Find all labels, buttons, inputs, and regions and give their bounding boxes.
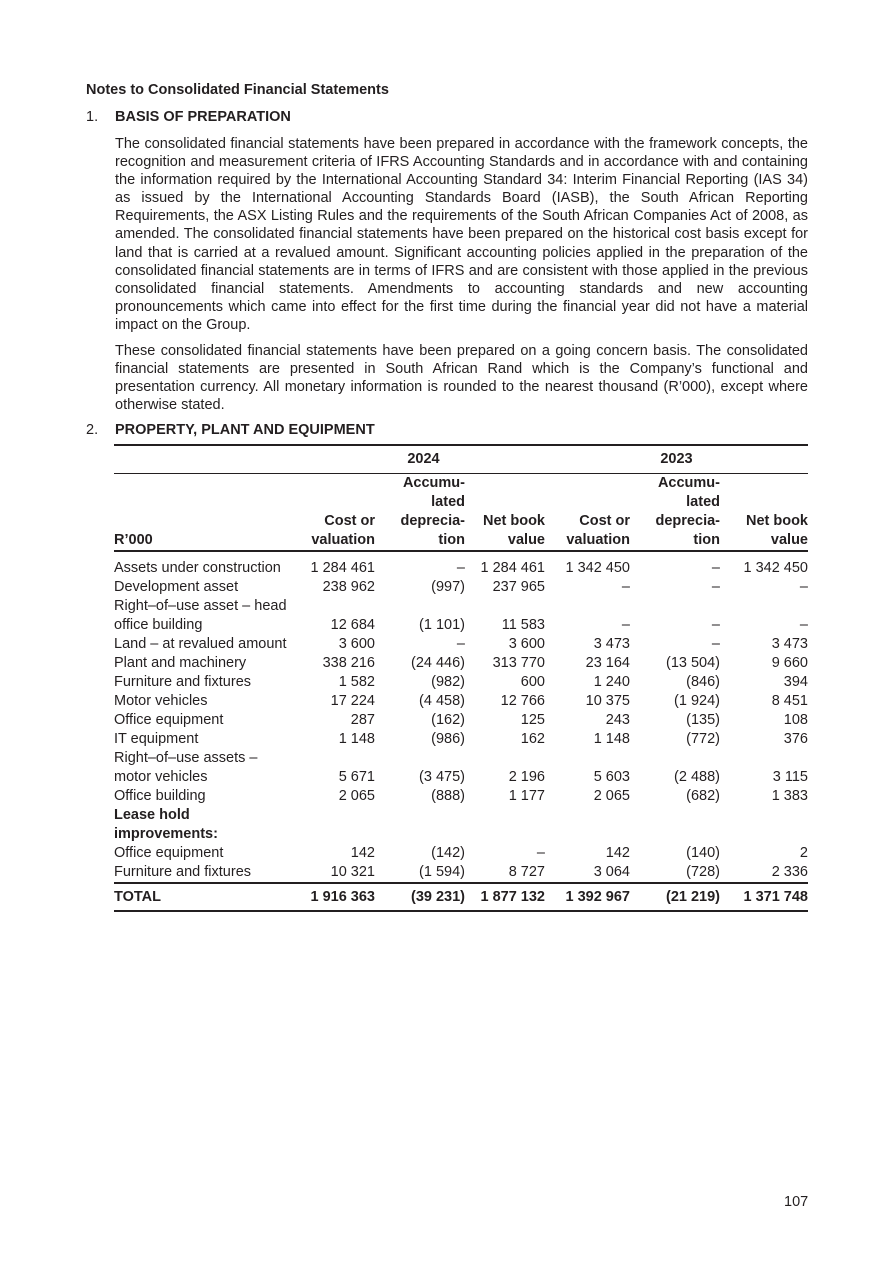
col-nbv-2023: Net book value [720,474,808,552]
cell-value: – [621,579,630,595]
cell-value [545,806,630,825]
table-row [114,768,808,787]
cell-value: 243 [605,712,630,728]
row-label: Land – at revalued amount [114,636,287,652]
cell-value: (162) [431,712,465,728]
cell-value [630,597,720,616]
table-row [114,635,808,654]
cell-value: – [711,560,720,576]
table-row [114,787,808,806]
total-cost-2024: 1 916 363 [302,883,375,911]
cell-value [720,597,808,616]
total-row [114,883,808,911]
table-row [114,578,808,597]
cell-value: (13 504) [665,655,720,671]
cell-value [465,749,545,768]
table-row [114,730,808,749]
cell-value: (135) [686,712,720,728]
cell-value: 3 600 [508,636,545,652]
cell-value: 142 [605,845,630,861]
cell-value: – [456,636,465,652]
row-label: Lease hold [114,807,190,823]
cell-value [302,749,375,768]
cell-value [630,825,720,844]
page-number: 107 [784,1194,809,1210]
cell-value: 8 727 [508,864,545,880]
cell-value: 17 224 [330,693,375,709]
cell-value [720,825,808,844]
table-row [114,749,808,768]
cell-value: 5 603 [593,769,630,785]
cell-value [465,597,545,616]
cell-value: – [711,636,720,652]
cell-value [302,825,375,844]
row-label: Development asset [114,579,239,595]
total-nbv-2023: 1 371 748 [720,883,808,911]
cell-value: (986) [431,731,465,747]
cell-value [375,597,465,616]
cell-value: (728) [686,864,720,880]
cell-value: (982) [431,674,465,690]
table-row [114,654,808,673]
table-row [114,692,808,711]
cell-value [630,749,720,768]
cell-value: (1 594) [419,864,465,880]
cell-value: (3 475) [419,769,465,785]
cell-value: 10 321 [330,864,375,880]
cell-value: 162 [520,731,545,747]
year-2024-header: 2024 [302,445,545,474]
section-1-paragraph-1: The consolidated financial statements have been prepared in accordance with the framework concepts, the recognition and measurement criteria of IFRS Accounting Standards and in accordance with and containing the information required by the International Accounting Standard 34: Interim Financial Reporting (IAS 34) as issued by the International Accounting Standards Board (IASB), the South African Reporting Requirements, the ASX Listing Rules and the requirements of the South African Companies Act of 2008, as amended. The consolidated financial statements have been prepared on the historical cost basis except for land that is carried at a revalued amount. Significant accounting policies applied in the preparation of the consolidated financial statements are in terms of IFRS and are consistent with those applied in the previous consolidated financial statements. Amendments to accounting standards and new accounting pronouncements which came into effect for the first time during the financial year did not have a material impact on the Group. [115,136,808,333]
cell-value [465,825,545,844]
cell-value: – [799,617,808,633]
row-label: Furniture and fixtures [114,864,252,880]
cell-value: 1 148 [593,731,630,747]
cell-value [720,806,808,825]
cell-value: – [456,560,465,576]
cell-value: 3 064 [593,864,630,880]
cell-value: 3 473 [593,636,630,652]
row-label: motor vehicles [114,769,208,785]
row-label: Office equipment [114,845,224,861]
row-label: Furniture and fixtures [114,674,252,690]
cell-value: (997) [431,579,465,595]
cell-value: 2 336 [771,864,808,880]
cell-value: 3 115 [772,769,808,785]
cell-value [375,825,465,844]
table-row [114,806,808,825]
cell-value: 600 [520,674,545,690]
cell-value: 2 196 [508,769,545,785]
section-1-number: 1. [86,109,99,125]
cell-value: (142) [431,845,465,861]
table-row [114,551,808,578]
cell-value: 237 965 [492,579,545,595]
table-row [114,863,808,883]
cell-value [630,806,720,825]
ppe-table-body [114,551,808,883]
section-2-title: PROPERTY, PLANT AND EQUIPMENT [115,422,375,438]
cell-value: 1 342 450 [743,560,808,576]
cell-value: 5 671 [338,769,375,785]
cell-value: 2 065 [338,788,375,804]
cell-value [545,749,630,768]
year-2023-header: 2023 [545,445,808,474]
cell-value: 11 583 [501,617,545,633]
cell-value: 9 660 [771,655,808,671]
section-1-heading [86,109,291,125]
col-cost-2024: Cost or valuation [302,474,375,552]
cell-value: 10 375 [585,693,630,709]
row-label: Right–of–use asset – head [114,598,287,614]
cell-value: (1 924) [674,693,720,709]
row-label: Office building [114,788,206,804]
row-label: Office equipment [114,712,224,728]
cell-value [375,749,465,768]
cell-value: (24 446) [410,655,465,671]
table-row [114,616,808,635]
ppe-table [114,444,808,912]
col-depreciation-2023: Accumu- lated deprecia- tion [630,474,720,552]
cell-value: (846) [686,674,720,690]
row-label: Motor vehicles [114,693,208,709]
row-label: Right–of–use assets – [114,750,258,766]
row-label: improvements: [114,826,218,842]
cell-value: 1 284 461 [310,560,375,576]
cell-value: (140) [686,845,720,861]
total-depreciation-2024: (39 231) [375,883,465,911]
cell-value: 1 240 [593,674,630,690]
table-row [114,673,808,692]
cell-value: 1 177 [508,788,545,804]
cell-value: 287 [350,712,375,728]
row-label: Plant and machinery [114,655,247,671]
cell-value: 23 164 [585,655,630,671]
col-cost-2023: Cost or valuation [545,474,630,552]
cell-value: 313 770 [492,655,545,671]
cell-value: – [711,579,720,595]
cell-value: 12 684 [330,617,375,633]
column-header-row [114,474,808,552]
cell-value: – [711,617,720,633]
cell-value [302,806,375,825]
total-cost-2023: 1 392 967 [545,883,630,911]
cell-value: 238 962 [322,579,375,595]
cell-value: 376 [783,731,808,747]
cell-value [302,597,375,616]
cell-value: 142 [350,845,375,861]
cell-value: 3 600 [338,636,375,652]
cell-value: (772) [686,731,720,747]
notes-title: Notes to Consolidated Financial Statements [86,82,389,98]
row-label: IT equipment [114,731,199,747]
cell-value: 1 342 450 [565,560,630,576]
section-1-paragraph-2: These consolidated financial statements have been prepared on a going concern basis. The consolidated financial statements are presented in South African Rand which is the Company’s functional and presentation currency. All monetary information is rounded to the nearest thousand (R’000), except where otherwise stated. [115,343,808,414]
col-depreciation-2024: Accumu- lated deprecia- tion [375,474,465,552]
cell-value: 1 383 [771,788,808,804]
cell-value: 1 582 [338,674,375,690]
cell-value: 1 148 [338,731,375,747]
cell-value: 338 216 [322,655,375,671]
cell-value: – [799,579,808,595]
row-label: Assets under construction [114,560,281,576]
cell-value: 108 [783,712,808,728]
cell-value: – [621,617,630,633]
cell-value: 3 473 [771,636,808,652]
section-1-title: BASIS OF PREPARATION [115,109,291,125]
cell-value: 394 [783,674,808,690]
cell-value [465,806,545,825]
cell-value [545,597,630,616]
col-nbv-2024: Net book value [465,474,545,552]
total-label: TOTAL [114,883,302,911]
cell-value: (1 101) [419,617,465,633]
unit-label: R’000 [114,474,302,552]
cell-value: 12 766 [500,693,545,709]
cell-value [545,825,630,844]
table-row [114,844,808,863]
table-row [114,825,808,844]
cell-value: – [536,845,545,861]
year-header-row [114,445,808,474]
table-row [114,711,808,730]
cell-value: (4 458) [419,693,465,709]
total-nbv-2024: 1 877 132 [465,883,545,911]
cell-value [720,749,808,768]
total-depreciation-2023: (21 219) [630,883,720,911]
cell-value: 8 451 [771,693,808,709]
section-2-heading [86,422,375,438]
cell-value: 125 [520,712,545,728]
row-label: office building [114,617,203,633]
cell-value: (2 488) [674,769,720,785]
cell-value: (888) [431,788,465,804]
cell-value: 2 065 [593,788,630,804]
cell-value: (682) [686,788,720,804]
section-2-number: 2. [86,422,99,438]
table-row [114,597,808,616]
cell-value: 2 [799,845,808,861]
cell-value: 1 284 461 [480,560,545,576]
cell-value [375,806,465,825]
